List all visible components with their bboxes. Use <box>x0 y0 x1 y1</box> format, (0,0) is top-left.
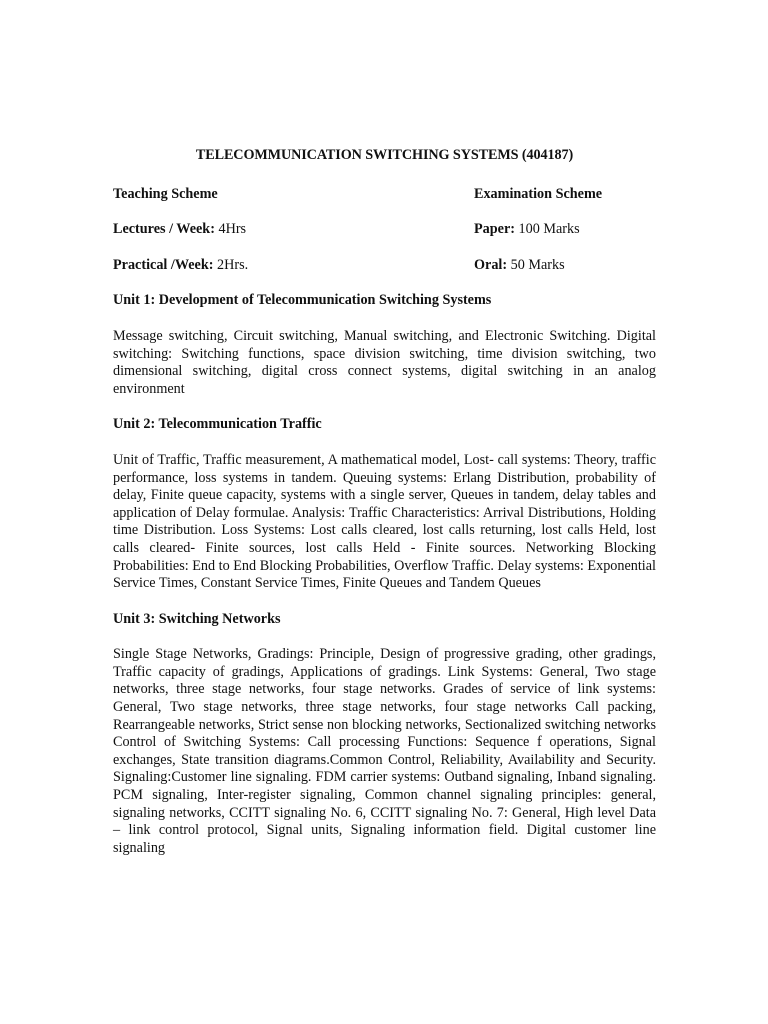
paper-marks <box>474 221 656 239</box>
unit-1-body: Message switching, Circuit switching, Manual switching, and Electronic Switching. Digital switching: Switching functions, space division switching, time division switching, two dimensional switching, digital cross connect systems, digital switching in an analog environment <box>113 327 656 397</box>
unit-3-heading: Unit 3: Switching Networks <box>113 610 281 627</box>
oral-marks <box>474 257 656 275</box>
scheme-header-row <box>113 186 656 204</box>
document-title: TELECOMMUNICATION SWITCHING SYSTEMS (404187) <box>195 147 574 163</box>
unit-1-heading: Unit 1: Development of Telecommunication Switching Systems <box>113 292 492 309</box>
practical-value: 2Hrs. <box>213 256 249 273</box>
lectures-per-week <box>113 221 246 239</box>
unit-2-heading: Unit 2: Telecommunication Traffic <box>113 416 322 433</box>
oral-label: Oral: <box>474 256 508 273</box>
paper-label: Paper: <box>474 221 515 238</box>
scheme-row-practical <box>113 257 656 275</box>
paper-value: 100 Marks <box>514 221 580 238</box>
practical-per-week <box>113 257 248 275</box>
practical-label: Practical /Week: <box>113 256 214 273</box>
scheme-row-lectures <box>113 221 656 239</box>
teaching-scheme-heading: Teaching Scheme <box>113 185 218 202</box>
examination-scheme-heading: Examination Scheme <box>474 185 603 202</box>
lectures-label: Lectures / Week: <box>113 221 215 238</box>
unit-3-body: Single Stage Networks, Gradings: Principle, Design of progressive grading, other gradings, Traffic capacity of gradings, Applications of gradings. Link Systems: General, Two stage networks, three stage networks, four stage networks. Grades of service of link systems: General, Two stage networks, three stage networks, four stage networks Call packing, Rearrangeable networks, Strict sense non blocking networks, Sectionalized switching networks Control of Switching Systems: Call processing Functions: Sequence f operations, Signal exchanges, State transition diagrams.Common Control, Reliability, Availability and Security. Signaling:Customer line signaling. FDM carrier systems: Outband signaling, Inband signaling. PCM signaling, Inter-register signaling, Common channel signaling principles: general, signaling networks, CCITT signaling No. 6, CCITT signaling No. 7: General, High level Data – link control protocol, Signal units, Signaling information field. Digital customer line signaling <box>113 646 656 856</box>
lectures-value: 4Hrs <box>214 221 247 238</box>
syllabus-page <box>113 147 656 875</box>
unit-2-body: Unit of Traffic, Traffic measurement, A mathematical model, Lost- call systems: Theory, traffic performance, loss systems in tandem. Queuing systems: Erlang Distribution, probability of delay, Finite queue capacity, systems with a single server, Queues in tandem, delay tables and application of Delay formulae. Analysis: Traffic Characteristics: Arrival Distributions, Holding time Distribution. Loss Systems: Lost calls cleared, lost calls returning, lost calls Held, lost calls cleared- Finite sources, lost calls Held - Finite sources. Networking Blocking Probabilities: End to End Blocking Probabilities, Overflow Traffic. Delay systems: Exponential Service Times, Constant Service Times, Finite Queues and Tandem Queues <box>113 451 656 592</box>
oral-value: 50 Marks <box>507 256 565 273</box>
